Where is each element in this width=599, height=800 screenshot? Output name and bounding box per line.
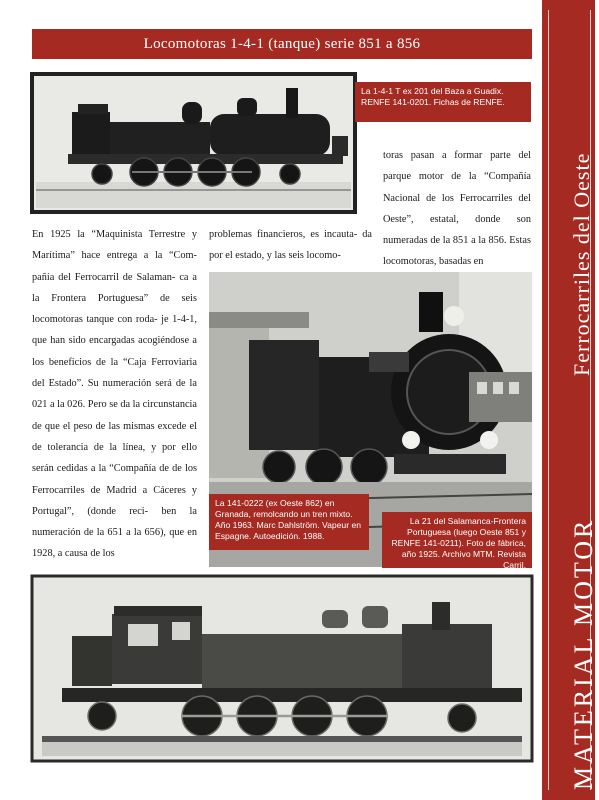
paragraph-left: En 1925 la “Maquinista Terrestre y Marítima” hace entrega a la “Com- pañía del Ferrocarril de Salaman- ca a la Frontera Portuguesa” de seis locomotoras tanque con roda- je 1-4-1, que han sido encargadas acogiéndose a los beneficios de la “Caja Ferroviaria del Estado”. Su numeración será de la 021 a la 026. Pero se da la circunstancia de que el peso de las mismas excede el de tolerancia de la línea, y por ello serán cedidas a la “Compañía de de los Ferrocarriles de Madrid a Cáceres y Portugal”, (donde reci- ben la numeración de la 651 a la 656), que en 1928, a causa de los xyxy=(32,229,197,560)
header-banner xyxy=(32,29,532,59)
text-column-right-top xyxy=(383,145,531,273)
photo-locomotive-top xyxy=(32,74,355,212)
text-column-middle xyxy=(209,224,372,267)
caption-middle-right-text: La 21 del Salamanca-Frontera Portuguesa (luego Oeste 851 y RENFE 141-0211). Foto de fábrica, año 1925. Archivo MTM. Revista Carril. xyxy=(391,516,526,570)
page-title: Locomotoras 1-4-1 (tanque) serie 851 a 856 xyxy=(143,35,421,52)
caption-top xyxy=(355,82,531,122)
locomotive-side-image xyxy=(32,74,355,212)
section-sidebar xyxy=(542,0,598,800)
sidebar-series-label: Ferrocarriles del Oeste xyxy=(569,152,594,376)
text-column-left xyxy=(32,224,197,565)
photo-locomotive-bottom xyxy=(32,576,532,761)
sidebar-section-label: MATERIAL MOTOR xyxy=(569,517,598,790)
locomotive-factory-image xyxy=(32,576,532,761)
paragraph-middle: problemas financieros, es incauta- da por el estado, y las seis locomo- xyxy=(209,229,372,262)
caption-middle-left-text: La 141-0222 (ex Oeste 862) en Granada, remolcando un tren mixto. Año 1963. Marc Dahlström. Vapeur en Espagne. Autoedición. 1988. xyxy=(215,498,362,541)
paragraph-right-top: toras pasan a formar parte del parque motor de la “Compañía Nacional de los Ferrocarriles del Oeste”, estatal, donde son numeradas de la 851 a la 856. Estas locomotoras, basadas en xyxy=(383,150,531,268)
caption-middle-right xyxy=(382,512,532,568)
caption-middle-left xyxy=(209,494,369,550)
caption-top-text: La 1-4-1 T ex 201 del Baza a Guadix. RENFE 141-0201. Fichas de RENFE. xyxy=(361,86,505,107)
